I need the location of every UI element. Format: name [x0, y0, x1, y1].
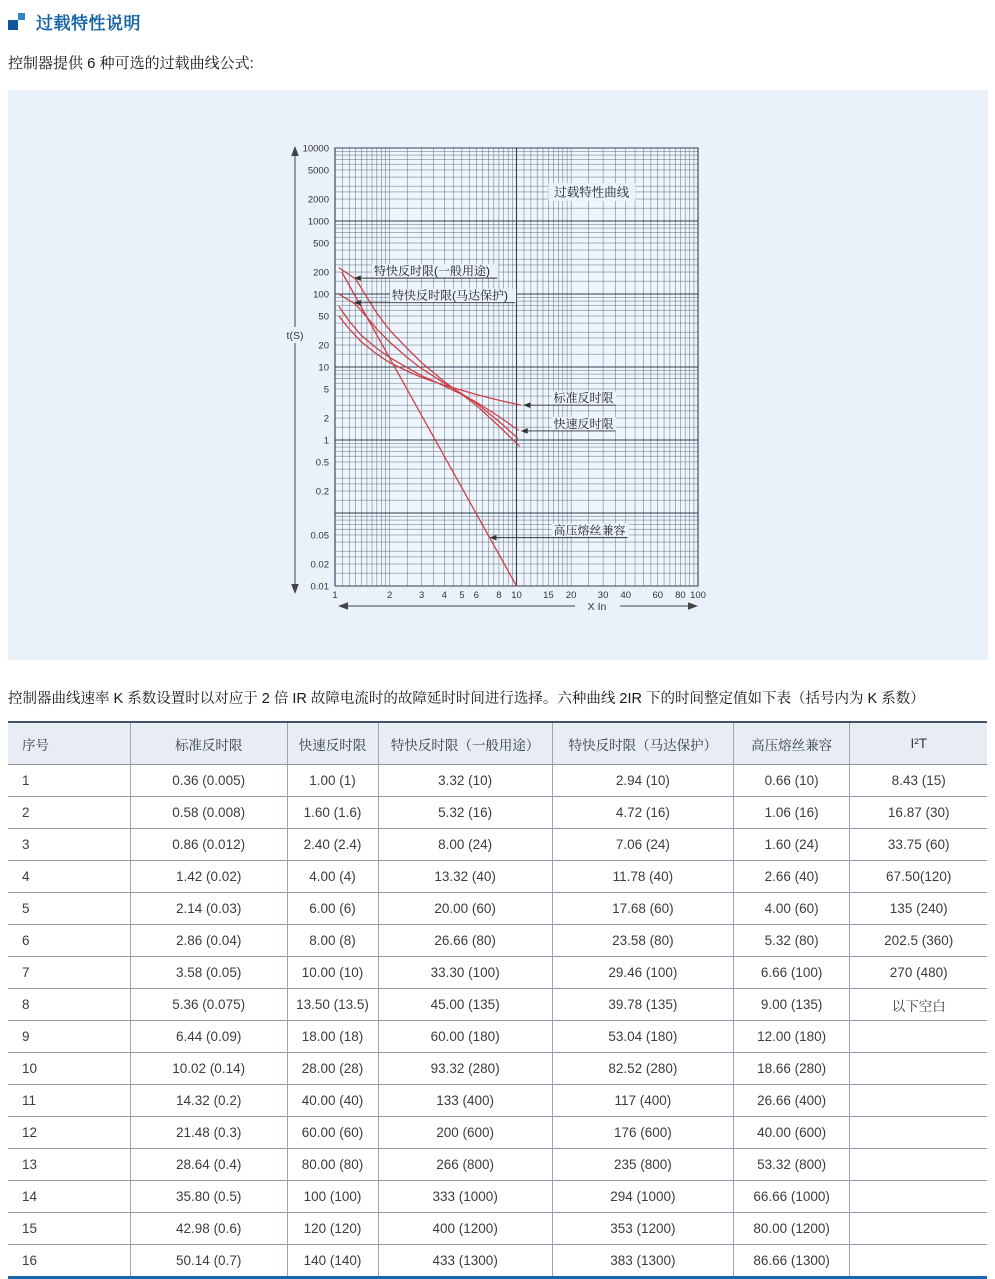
curve-label: 高压熔丝兼容: [553, 523, 626, 538]
table-cell: 13.50 (13.5): [287, 989, 378, 1021]
table-cell: 0.86 (0.012): [130, 829, 287, 861]
table-cell: 40.00 (40): [287, 1085, 378, 1117]
table-row: [8, 829, 987, 861]
table-cell: 28.64 (0.4): [130, 1149, 287, 1181]
table-cell: 235 (800): [552, 1149, 733, 1181]
column-header: I²T: [850, 722, 987, 765]
table-cell: 66.66 (1000): [733, 1181, 850, 1213]
table-cell: 2.94 (10): [552, 765, 733, 797]
table-row: [8, 1117, 987, 1149]
svg-text:10: 10: [318, 362, 329, 374]
column-header: 特快反时限（一般用途）: [378, 722, 552, 765]
table-cell: 16: [8, 1245, 130, 1278]
table-cell: 100 (100): [287, 1181, 378, 1213]
svg-text:6: 6: [473, 590, 479, 601]
table-cell: 6.44 (0.09): [130, 1021, 287, 1053]
table-cell: 10.00 (10): [287, 957, 378, 989]
table-row: [8, 1021, 987, 1053]
svg-text:t(S): t(S): [286, 330, 304, 342]
table-cell: 176 (600): [552, 1117, 733, 1149]
table-cell: 80.00 (80): [287, 1149, 378, 1181]
svg-text:5000: 5000: [307, 165, 329, 177]
table-cell: 6.66 (100): [733, 957, 850, 989]
table-cell: 0.66 (10): [733, 765, 850, 797]
table-cell: 5.32 (80): [733, 925, 850, 957]
svg-text:500: 500: [313, 238, 329, 250]
column-header: 快速反时限: [287, 722, 378, 765]
svg-text:X In: X In: [587, 601, 607, 613]
table-cell: 117 (400): [552, 1085, 733, 1117]
svg-text:20: 20: [565, 590, 577, 601]
section-header: [8, 10, 987, 32]
svg-text:80: 80: [675, 590, 686, 601]
chart-panel: [8, 90, 988, 660]
table-cell: 14.32 (0.2): [130, 1085, 287, 1117]
table-row: [8, 1053, 987, 1085]
table-cell: 39.78 (135): [552, 989, 733, 1021]
table-row: [8, 797, 987, 829]
table-cell: 29.46 (100): [552, 957, 733, 989]
page-title: 过载特性说明: [36, 13, 141, 33]
table-cell: 353 (1200): [552, 1213, 733, 1245]
table-cell: 5: [8, 893, 130, 925]
table-cell: 9.00 (135): [733, 989, 850, 1021]
table-cell: 3.58 (0.05): [130, 957, 287, 989]
table-cell: 3: [8, 829, 130, 861]
table-cell: 53.04 (180): [552, 1021, 733, 1053]
table-cell: 7.06 (24): [552, 829, 733, 861]
curve-label: 标准反时限: [553, 391, 614, 406]
table-cell: 333 (1000): [378, 1181, 552, 1213]
table-cell: 2.86 (0.04): [130, 925, 287, 957]
table-cell: 5.32 (16): [378, 797, 552, 829]
table-cell: 8: [8, 989, 130, 1021]
table-cell: 60.00 (180): [378, 1021, 552, 1053]
table-cell: 42.98 (0.6): [130, 1213, 287, 1245]
table-cell: 80.00 (1200): [733, 1213, 850, 1245]
intro-text: 控制器提供 6 种可选的过载曲线公式:: [8, 55, 254, 72]
table-row: [8, 893, 987, 925]
curve-label: 特快反时限(一般用途): [373, 264, 490, 279]
table-cell: 8.00 (8): [287, 925, 378, 957]
table-cell: 4.72 (16): [552, 797, 733, 829]
table-cell: [850, 1213, 987, 1245]
table-cell: 120 (120): [287, 1213, 378, 1245]
k-coefficient-table: [8, 721, 987, 1279]
svg-text:2: 2: [386, 590, 393, 601]
table-cell: 266 (800): [378, 1149, 552, 1181]
table-cell: 2.66 (40): [733, 861, 850, 893]
table-cell: 33.30 (100): [378, 957, 552, 989]
svg-text:2: 2: [323, 413, 329, 425]
table-cell: 26.66 (400): [733, 1085, 850, 1117]
table-cell: 28.00 (28): [287, 1053, 378, 1085]
table-cell: 18.00 (18): [287, 1021, 378, 1053]
table-cell: 20.00 (60): [378, 893, 552, 925]
table-cell: 133 (400): [378, 1085, 552, 1117]
table-cell: 14: [8, 1181, 130, 1213]
column-header: 特快反时限（马达保护）: [552, 722, 733, 765]
svg-text:15: 15: [543, 590, 554, 601]
svg-text:0.01: 0.01: [310, 581, 329, 593]
table-cell: 4.00 (60): [733, 893, 850, 925]
table-row: [8, 861, 987, 893]
table-cell: 26.66 (80): [378, 925, 552, 957]
svg-text:20: 20: [318, 340, 329, 352]
svg-text:0.05: 0.05: [310, 530, 329, 542]
table-cell: 0.36 (0.005): [130, 765, 287, 797]
table-cell: [850, 1181, 987, 1213]
svg-text:8: 8: [496, 590, 502, 601]
table-cell: [850, 1021, 987, 1053]
curve-label: 快速反时限: [553, 416, 614, 431]
table-cell: 13.32 (40): [378, 861, 552, 893]
column-header: 标准反时限: [130, 722, 287, 765]
svg-text:4: 4: [441, 590, 447, 601]
table-cell: 60.00 (60): [287, 1117, 378, 1149]
table-cell: 17.68 (60): [552, 893, 733, 925]
table-cell: [850, 1085, 987, 1117]
table-cell: 1.60 (1.6): [287, 797, 378, 829]
table-cell: 6: [8, 925, 130, 957]
svg-text:1000: 1000: [307, 216, 329, 228]
table-cell: 35.80 (0.5): [130, 1181, 287, 1213]
table-cell: 18.66 (280): [733, 1053, 850, 1085]
table-cell: 9: [8, 1021, 130, 1053]
table-cell: 2.40 (2.4): [287, 829, 378, 861]
table-cell: 1.42 (0.02): [130, 861, 287, 893]
table-cell: 15: [8, 1213, 130, 1245]
svg-text:50: 50: [318, 311, 329, 323]
table-cell: 82.52 (280): [552, 1053, 733, 1085]
svg-text:0.5: 0.5: [315, 457, 329, 469]
table-note: 控制器曲线速率 K 系数设置时以对应于 2 倍 IR 故障电流时的故障延时时间进行选择。六种曲线 2IR 下的时间整定值如下表（括号内为 K 系数）: [8, 691, 925, 707]
table-cell: 383 (1300): [552, 1245, 733, 1278]
table-cell: 以下空白: [850, 989, 987, 1021]
table-cell: [850, 1117, 987, 1149]
table-cell: 23.58 (80): [552, 925, 733, 957]
table-cell: 2: [8, 797, 130, 829]
marker-square-light: [18, 13, 25, 20]
table-cell: 7: [8, 957, 130, 989]
svg-text:200: 200: [313, 267, 329, 279]
table-cell: [850, 1053, 987, 1085]
table-cell: 12.00 (180): [733, 1021, 850, 1053]
table-cell: 50.14 (0.7): [130, 1245, 287, 1278]
overload-curves-chart: [8, 90, 988, 660]
table-cell: 10: [8, 1053, 130, 1085]
table-cell: 13: [8, 1149, 130, 1181]
table-cell: 40.00 (600): [733, 1117, 850, 1149]
table-cell: 4.00 (4): [287, 861, 378, 893]
table-cell: 294 (1000): [552, 1181, 733, 1213]
marker-square-dark: [8, 20, 18, 30]
table-cell: 8.43 (15): [850, 765, 987, 797]
table-cell: 1.60 (24): [733, 829, 850, 861]
section-marker-icon: [8, 13, 25, 30]
table-cell: 10.02 (0.14): [130, 1053, 287, 1085]
table-row: [8, 957, 987, 989]
table-row: [8, 1181, 987, 1213]
svg-text:100: 100: [313, 289, 329, 301]
svg-text:40: 40: [620, 590, 632, 601]
svg-text:1: 1: [332, 590, 338, 601]
svg-text:2000: 2000: [307, 194, 329, 206]
column-header: 序号: [8, 722, 130, 765]
svg-text:5: 5: [323, 384, 329, 396]
table-cell: 21.48 (0.3): [130, 1117, 287, 1149]
svg-text:3: 3: [418, 590, 425, 601]
table-cell: 1.06 (16): [733, 797, 850, 829]
table-cell: 11.78 (40): [552, 861, 733, 893]
table-cell: 433 (1300): [378, 1245, 552, 1278]
table-cell: 270 (480): [850, 957, 987, 989]
svg-text:100: 100: [690, 590, 706, 601]
table-cell: 202.5 (360): [850, 925, 987, 957]
table-cell: 400 (1200): [378, 1213, 552, 1245]
table-cell: 12: [8, 1117, 130, 1149]
table-cell: 1.00 (1): [287, 765, 378, 797]
table-cell: 45.00 (135): [378, 989, 552, 1021]
svg-text:5: 5: [459, 590, 465, 601]
table-cell: 3.32 (10): [378, 765, 552, 797]
table-cell: 5.36 (0.075): [130, 989, 287, 1021]
table-row: [8, 925, 987, 957]
table-cell: 4: [8, 861, 130, 893]
table-row: [8, 765, 987, 797]
table-cell: 2.14 (0.03): [130, 893, 287, 925]
table-row: [8, 1213, 987, 1245]
table-cell: 53.32 (800): [733, 1149, 850, 1181]
table-cell: 1: [8, 765, 130, 797]
svg-text:1: 1: [323, 435, 329, 447]
svg-text:0.02: 0.02: [310, 559, 329, 571]
curve-label: 特快反时限(马达保护): [391, 288, 508, 303]
table-cell: 140 (140): [287, 1245, 378, 1278]
table-cell: 93.32 (280): [378, 1053, 552, 1085]
column-header: 高压熔丝兼容: [733, 722, 850, 765]
table-cell: 135 (240): [850, 893, 987, 925]
svg-text:30: 30: [597, 590, 609, 601]
table-row: [8, 989, 987, 1021]
table-header-row: [8, 722, 987, 765]
svg-text:0.2: 0.2: [315, 486, 329, 498]
table-cell: 200 (600): [378, 1117, 552, 1149]
table-cell: 8.00 (24): [378, 829, 552, 861]
table-cell: [850, 1149, 987, 1181]
table-cell: 33.75 (60): [850, 829, 987, 861]
table-row: [8, 1085, 987, 1117]
table-cell: 11: [8, 1085, 130, 1117]
table-cell: 16.87 (30): [850, 797, 987, 829]
svg-text:10000: 10000: [302, 143, 329, 155]
chart-title: 过载特性曲线: [554, 185, 630, 200]
table-cell: 67.50(120): [850, 861, 987, 893]
table-cell: 86.66 (1300): [733, 1245, 850, 1278]
svg-text:60: 60: [652, 590, 664, 601]
svg-text:10: 10: [511, 590, 522, 601]
table-cell: 0.58 (0.008): [130, 797, 287, 829]
table-cell: 6.00 (6): [287, 893, 378, 925]
table-row: [8, 1149, 987, 1181]
